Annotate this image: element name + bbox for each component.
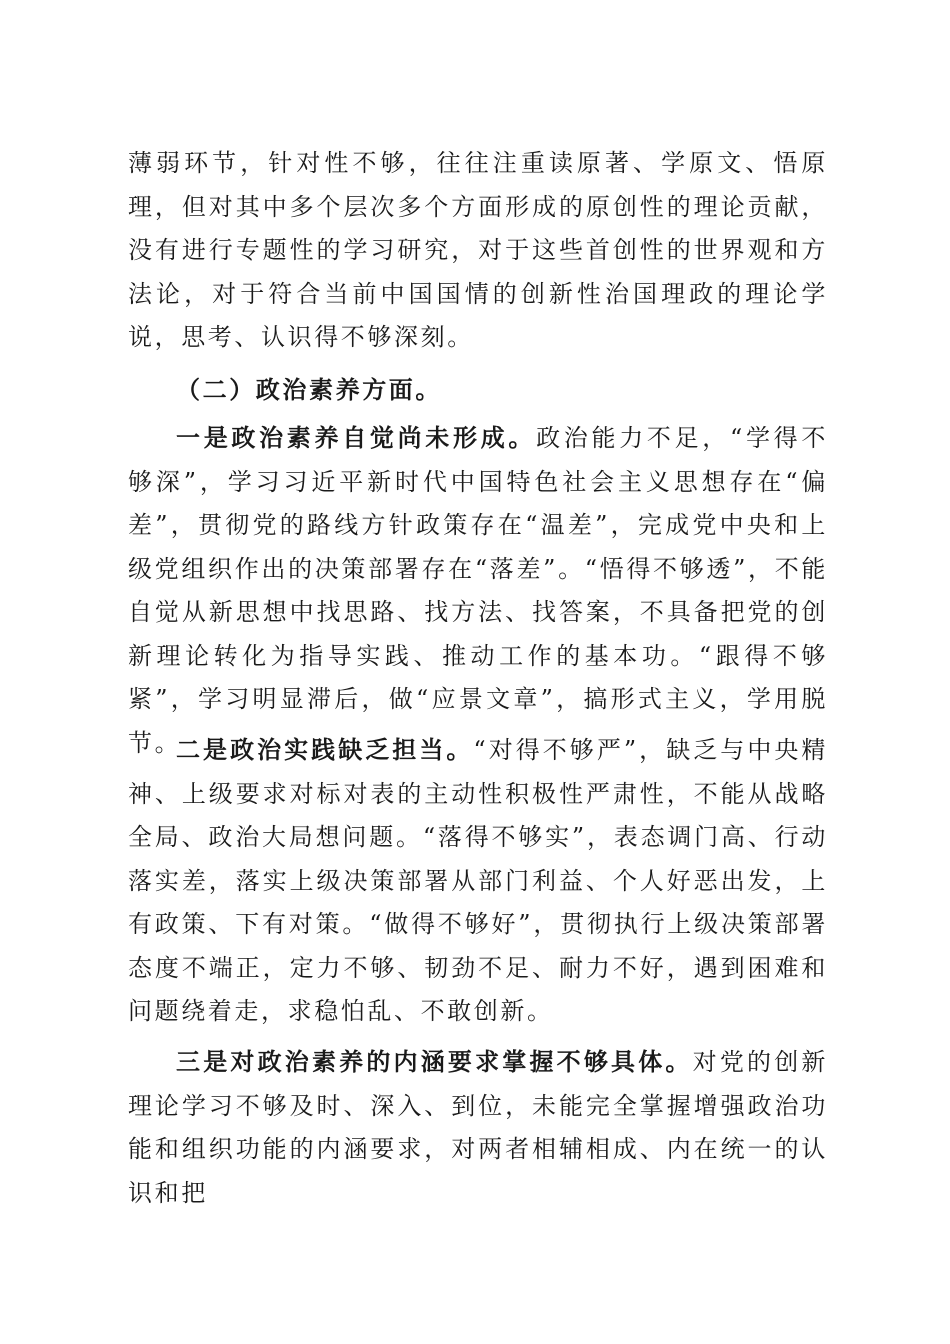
paragraph-3-body: 对党的创新理论学习不够及时、深入、到位，未能完全掌握增强政治功能和组织功能的内涵要求，对两者相辅相成、内在统一的认识和把	[128, 1048, 829, 1207]
section-heading: （二）政治素养方面。	[176, 375, 442, 404]
paragraph-2-lead: 二是政治实践缺乏担当。	[176, 735, 474, 764]
continued-paragraph: 薄弱环节，针对性不够，往往注重读原著、学原文、悟原理，但对其中多个层次多个方面形成的原创性的理论贡献，没有进行专题性的学习研究，对于这些首创性的世界观和方法论，对于符合当前中国国情的创新性治国理政的理论学说，思考、认识得不够深刻。	[128, 149, 828, 351]
paragraph-2-body: “对得不够严”，缺乏与中央精神、上级要求对标对表的主动性积极性严肃性，不能从战略全局、政治大局想问题。“落得不够实”，表态调门高、行动落实差，落实上级决策部署从部门利益、个人好恶出发，上有政策、下有对策。“做得不够好”，贯彻执行上级决策部署态度不端正，定力不够、韧劲不足、耐力不好，遇到困难和问题绕着走，求稳怕乱、不敢创新。	[128, 736, 828, 1025]
paragraph-1	[128, 416, 828, 765]
paragraph-1-body: 政治能力不足，“学得不够深”，学习习近平新时代中国特色社会主义思想存在“偏差”，贯彻党的路线方针政策存在“温差”，完成党中央和上级党组织作出的决策部署存在“落差”。“悟得不够透”，不能自觉从新思想中找思路、找方法、找答案，不具备把党的创新理论转化为指导实践、推动工作的基本功。“跟得不够紧”，学习明显滞后，做“应景文章”，搞形式主义，学用脱节。	[128, 424, 828, 757]
paragraph-3	[128, 1040, 828, 1215]
paragraph-1-lead: 一是政治素养自觉尚未形成。	[176, 423, 537, 452]
paragraph-3-lead: 三是对政治素养的内涵要求掌握不够具体。	[176, 1047, 693, 1076]
paragraph-2	[128, 728, 828, 1034]
